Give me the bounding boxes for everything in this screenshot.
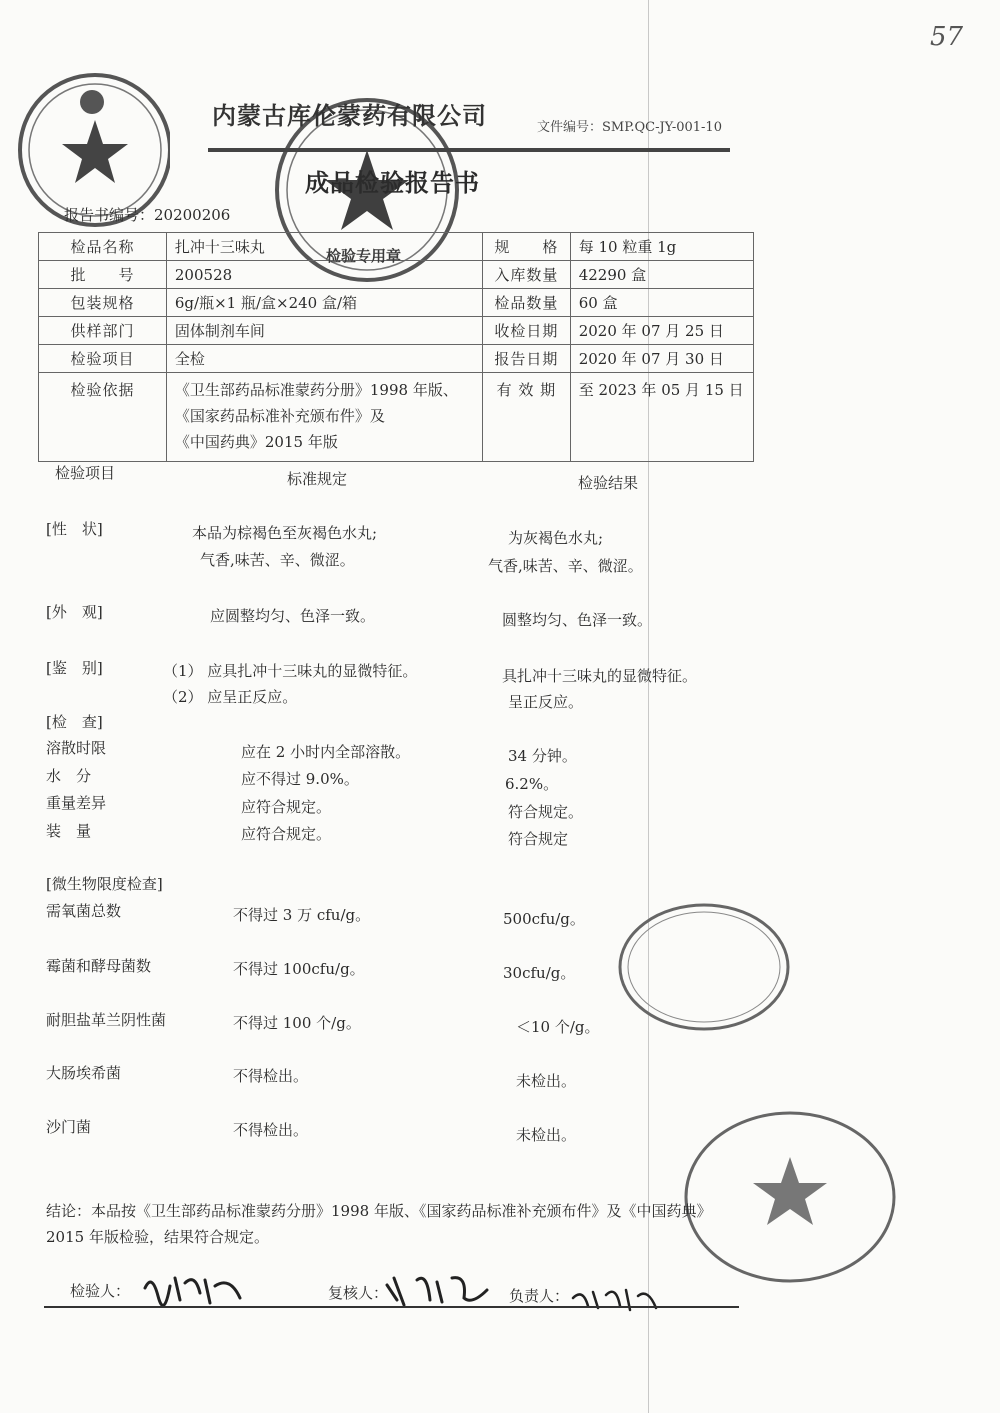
reviewer-signature xyxy=(382,1270,497,1310)
seal-text: 检验专用章 xyxy=(326,247,402,265)
basis-line-3: 《中国药典》2015 年版 xyxy=(174,433,338,451)
disintegration-standard: 应在 2 小时内全部溶散。 xyxy=(241,743,411,761)
identification-result-2: 呈正反应。 xyxy=(508,693,584,711)
inspector-label: 检验人： xyxy=(70,1282,131,1300)
reviewer-label: 复核人： xyxy=(328,1284,389,1302)
basis-line-2: 《国家药品标准补充颁布件》及 xyxy=(174,407,385,425)
salmonella-label: 沙门菌 xyxy=(46,1118,92,1136)
conclusion-text: 结论：本品按《卫生部药品标准蒙药分册》1998 年版、《国家药品标准补充颁布件》及《中国药典》2015 年版检验，结果符合规定。 xyxy=(46,1202,712,1246)
header-standard: 标准规定 xyxy=(287,470,348,488)
table-row xyxy=(39,317,754,345)
aerobic-standard: 不得过 3 万 cfu/g。 xyxy=(233,906,371,924)
water-label: 水 分 xyxy=(46,767,92,785)
sample-qty-label: 检品数量 xyxy=(483,289,571,317)
report-date-label: 报告日期 xyxy=(483,345,571,373)
spec-value: 每 10 粒重 1g xyxy=(570,233,753,261)
fill-result: 符合规定 xyxy=(508,830,569,848)
report-number: 报告书编号：20200206 xyxy=(64,206,231,224)
identification-standard-2: （2） 应呈正反应。 xyxy=(163,688,298,706)
company-name: 内蒙古库伦蒙药有限公司 xyxy=(212,101,487,130)
valid-label: 有 效 期 xyxy=(483,373,571,462)
ecoli-standard: 不得检出。 xyxy=(233,1067,309,1085)
test-item-label: 检验项目 xyxy=(39,345,167,373)
pack-spec-label: 包装规格 xyxy=(39,289,167,317)
inspector-signature xyxy=(140,1268,245,1308)
responsible-signature xyxy=(568,1280,663,1316)
appearance-result: 圆整均匀、色泽一致。 xyxy=(502,611,653,629)
ecoli-label: 大肠埃希菌 xyxy=(46,1064,122,1082)
water-standard: 应不得过 9.0%。 xyxy=(241,770,359,788)
responsible-label: 负责人： xyxy=(509,1287,570,1305)
info-table xyxy=(38,232,754,462)
mold-label: 霉菌和酵母菌数 xyxy=(46,957,152,975)
check-label: [检 查] xyxy=(46,713,103,731)
water-result: 6.2%。 xyxy=(505,775,559,793)
batch-label: 批 号 xyxy=(39,261,167,289)
mold-standard: 不得过 100cfu/g。 xyxy=(233,960,365,978)
ecoli-result: 未检出。 xyxy=(516,1072,577,1090)
fill-standard: 应符合规定。 xyxy=(241,825,332,843)
mold-result: 30cfu/g。 xyxy=(503,964,576,982)
weight-variation-label: 重量差异 xyxy=(46,794,107,812)
basis-label: 检验依据 xyxy=(39,373,167,462)
receive-date-label: 收检日期 xyxy=(483,317,571,345)
table-row xyxy=(39,345,754,373)
aerobic-result: 500cfu/g。 xyxy=(503,910,585,928)
header-result: 检验结果 xyxy=(578,474,639,492)
identification-label: [鉴 别] xyxy=(46,659,103,677)
signature-rule xyxy=(44,1306,739,1308)
file-number: 文件编号：SMP.QC-JY-001-10 xyxy=(537,120,722,135)
document-title: 成品检验报告书 xyxy=(305,168,480,197)
header-rule xyxy=(208,148,730,152)
valid-value: 至 2023 年 05 月 15 日 xyxy=(570,373,753,462)
header-test-item: 检验项目 xyxy=(55,464,116,482)
product-name-label: 检品名称 xyxy=(39,233,167,261)
supplier-value: 固体制剂车间 xyxy=(166,317,482,345)
char-label: [性 状] xyxy=(46,520,103,538)
bile-tolerant-standard: 不得过 100 个/g。 xyxy=(233,1014,361,1032)
aerobic-label: 需氧菌总数 xyxy=(46,902,122,920)
test-item-value: 全检 xyxy=(166,345,482,373)
supplier-label: 供样部门 xyxy=(39,317,167,345)
batch-value: 200528 xyxy=(166,261,482,289)
basis-line-1: 《卫生部药品标准蒙药分册》1998 年版、 xyxy=(174,381,458,399)
char-standard-2: 气香,味苦、辛、微涩。 xyxy=(200,551,355,569)
pack-spec-value: 6g/瓶×1 瓶/盒×240 盒/箱 xyxy=(166,289,482,317)
inbound-qty-value: 42290 盒 xyxy=(570,261,753,289)
quality-dept-stamp xyxy=(614,897,794,1037)
page-number: 57 xyxy=(930,22,964,52)
product-name-value: 扎冲十三味丸 xyxy=(166,233,482,261)
microbial-label: [微生物限度检查] xyxy=(46,875,163,893)
weight-variation-standard: 应符合规定。 xyxy=(241,798,332,816)
identification-standard-1: （1） 应具扎冲十三味丸的显微特征。 xyxy=(163,662,418,680)
char-result-1: 为灰褐色水丸; xyxy=(508,529,604,547)
appearance-label: [外 观] xyxy=(46,603,103,621)
salmonella-result: 未检出。 xyxy=(516,1126,577,1144)
inbound-qty-label: 入库数量 xyxy=(483,261,571,289)
bile-tolerant-label: 耐胆盐革兰阴性菌 xyxy=(46,1011,167,1029)
fill-label: 装 量 xyxy=(46,822,92,840)
spec-label: 规 格 xyxy=(483,233,571,261)
disintegration-result: 34 分钟。 xyxy=(508,747,577,765)
table-row xyxy=(39,289,754,317)
bile-tolerant-result: ＜10 个/g。 xyxy=(516,1018,600,1036)
table-row xyxy=(39,373,754,462)
receive-date-value: 2020 年 07 月 25 日 xyxy=(570,317,753,345)
appearance-standard: 应圆整均匀、色泽一致。 xyxy=(210,607,376,625)
disintegration-label: 溶散时限 xyxy=(46,739,107,757)
report-date-value: 2020 年 07 月 30 日 xyxy=(570,345,753,373)
salmonella-standard: 不得检出。 xyxy=(233,1121,309,1139)
identification-result-1: 具扎冲十三味丸的显微特征。 xyxy=(502,667,698,685)
weight-variation-result: 符合规定。 xyxy=(508,803,584,821)
basis-value xyxy=(166,373,482,462)
char-result-2: 气香,味苦、辛、微涩。 xyxy=(488,557,643,575)
sample-qty-value: 60 盒 xyxy=(570,289,753,317)
char-standard-1: 本品为棕褐色至灰褐色水丸; xyxy=(192,524,378,542)
